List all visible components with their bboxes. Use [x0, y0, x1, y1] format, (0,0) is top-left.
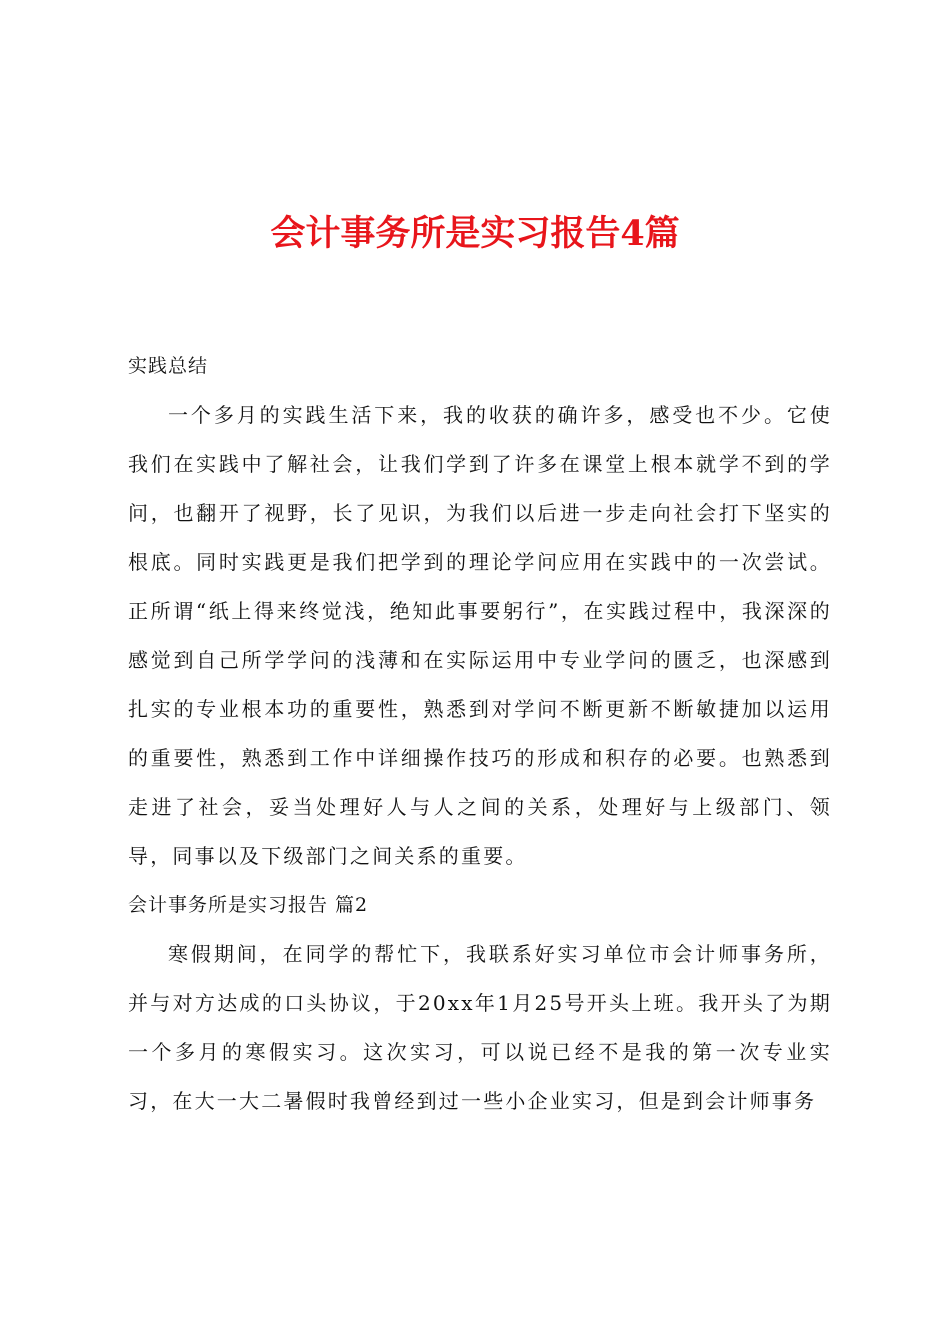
- document-title: 会计事务所是实习报告4篇: [270, 213, 680, 254]
- section-heading-report-2: 会计事务所是实习报告 篇2: [128, 894, 369, 916]
- document-body: [128, 342, 832, 1126]
- section-paragraph-practice-summary: 一个多月的实践生活下来，我的收获的确许多，感受也不少。它使我们在实践中了解社会，让我们学到了许多在课堂上根本就学不到的学问，也翻开了视野，长了见识，为我们以后进一步走向社会打下坚实的根底。同时实践更是我们把学到的理论学问应用在实践中的一次尝试。正所谓“纸上得来终觉浅，绝知此事要躬行”，在实践过程中，我深深的感觉到自己所学学问的浅薄和在实际运用中专业学问的匮乏，也深感到扎实的专业根本功的重要性，熟悉到对学问不断更新不断敏捷加以运用的重要性，熟悉到工作中详细操作技巧的形成和积存的必要。也熟悉到走进了社会，妥当处理好人与人之间的关系，处理好与上级部门、领导，同事以及下级部门之间关系的重要。: [128, 403, 832, 868]
- section-paragraph-report-2: 寒假期间，在同学的帮忙下，我联系好实习单位市会计师事务所，并与对方达成的口头协议，于20xx年1月25号开头上班。我开头了为期一个多月的寒假实习。这次实习，可以说已经不是我的第一次专业实习，在大一大二暑假时我曾经到过一些小企业实习，但是到会计师事务: [128, 942, 832, 1113]
- section-heading-practice-summary: 实践总结: [128, 355, 209, 377]
